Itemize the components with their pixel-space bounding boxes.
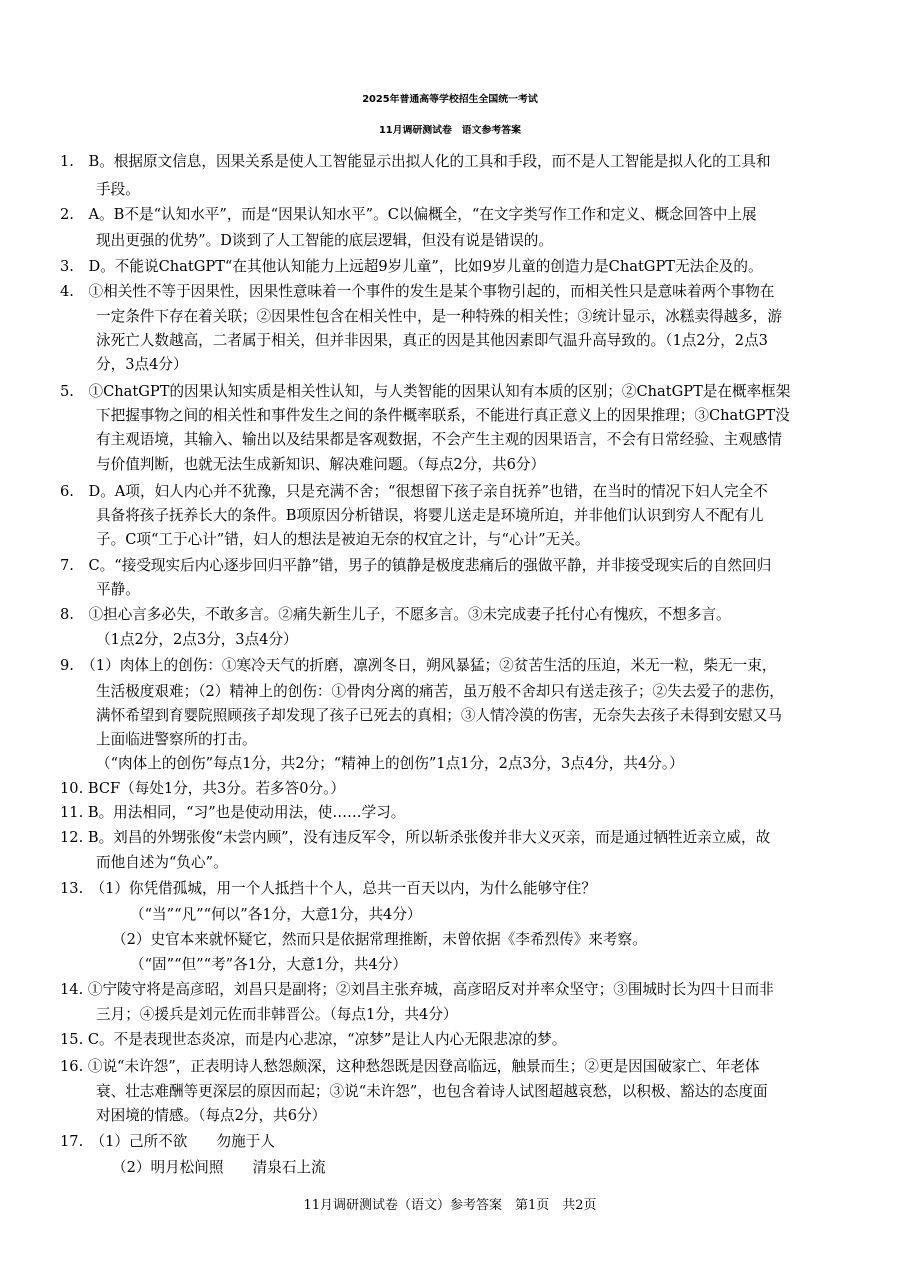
answer-line: （1点2分，2点3分，3点4分） bbox=[96, 631, 298, 648]
answer-line: 上面临进警察所的打击。 bbox=[96, 731, 257, 748]
answer-line: 5. ①ChatGPT的因果认知实质是相关性认知，与人类智能的因果认知有本质的区别；②ChatGPT是在概率框架 bbox=[60, 383, 791, 400]
answer-line: （2）史官本来就怀疑它，然而只是依据常理推断，未曾依据《李希烈传》来考察。 bbox=[112, 931, 647, 948]
answer-line: 三月；④援兵是刘元佐而非韩晋公。（每点1分，共4分） bbox=[96, 1006, 458, 1023]
answer-line: 11. B。用法相同，“习”也是使动用法，使……学习。 bbox=[60, 804, 406, 821]
answer-line: 与价值判断，也就无法生成新知识、解决难问题。（每点2分，共6分） bbox=[96, 456, 546, 473]
answer-line: 3. D。不能说ChatGPT“在其他认知能力上远超9岁儿童”，比如9岁儿童的创造力是ChatGPT无法企及的。 bbox=[60, 258, 763, 275]
answer-line: 泳死亡人数越高，二者属于相关，但并非因果，真正的因是其他因素即气温升高导致的。（1点2分，2点3 bbox=[96, 332, 768, 349]
answer-line: 2. A。B不是“认知水平”，而是“因果认知水平”。C以偏概全，“在文字类写作工作和定义、概念回答中上展 bbox=[60, 206, 757, 223]
answer-line: 12. B。刘昌的外甥张俊“未尝内顾”，没有违反军令，所以斩杀张俊并非大义灭亲，而是通过牺牲近亲立威，故 bbox=[60, 829, 771, 846]
answer-line: （“肉体上的创伤”每点1分，共2分；“精神上的创伤”1点1分，2点3分，3点4分，共4分。） bbox=[96, 755, 684, 772]
answer-line: 1. B。根据原文信息，因果关系是使人工智能显示出拟人化的工具和手段，而不是人工智能是拟人化的工具和 bbox=[60, 153, 771, 170]
answer-line: 17. （1）己所不欲 勿施于人 bbox=[60, 1133, 275, 1150]
answer-line: 4. ①相关性不等于因果性，因果性意味着一个事件的发生是某个事物引起的，而相关性只是意味着两个事物在 bbox=[60, 283, 775, 300]
page-footer: 11月调研测试卷（语文）参考答案 第1页 共2页 bbox=[303, 1198, 597, 1213]
answer-line: 下把握事物之间的相关性和事件发生之间的条件概率联系，不能进行真正意义上的因果推理；③ChatGPT没 bbox=[96, 407, 790, 424]
answer-line: 13. （1）你凭借孤城，用一个人抵挡十个人，总共一百天以内，为什么能够守住？ bbox=[60, 880, 596, 897]
answer-line: 15. C。不是表现世态炎凉，而是内心悲凉，“凉梦”是让人内心无限悲凉的梦。 bbox=[60, 1031, 567, 1048]
exam-subtitle: 11月调研测试卷 语文参考答案 bbox=[378, 125, 522, 136]
answer-line: 满怀希望到育婴院照顾孩子却发现了孩子已死去的真相；③人情冷漠的伤害，无奈失去孩子未得到安慰又马 bbox=[96, 707, 782, 724]
answer-line: 有主观语境，其输入、输出以及结果都是客观数据，不会产生主观的因果语言，不会有日常经验、主观感情 bbox=[96, 431, 782, 448]
answer-line: 而他自述为“负心”。 bbox=[96, 854, 228, 871]
answer-line: 现出更强的优势”。D谈到了人工智能的底层逻辑，但没有说是错误的。 bbox=[96, 232, 553, 249]
answer-line: 16. ①说“未许怨”，正表明诗人愁怨颇深，这种愁怨既是因登高临远，触景而生；②更是因国破家亡、年老体 bbox=[60, 1058, 760, 1075]
answer-line: （2）明月松间照 清泉石上流 bbox=[112, 1159, 326, 1176]
answer-line: 手段。 bbox=[96, 181, 140, 198]
answer-line: 生活极度艰难；（2）精神上的创伤：①骨肉分离的痛苦，虽万般不舍却只有送走孩子；②失去爱子的悲伤， bbox=[96, 683, 784, 700]
exam-title: 2025年普通高等学校招生全国统一考试 bbox=[362, 94, 538, 105]
answer-line: 子。C项“工于心计”错，妇人的想法是被迫无奈的权宜之计，与“心计”无关。 bbox=[96, 531, 590, 548]
answer-line: 9. （1）肉体上的创伤：①寒冷天气的折磨，凛冽冬日，朔风暴猛；②贫苦生活的压迫，米无一粒，柴无一束， bbox=[60, 657, 777, 674]
answer-line: 对困境的情感。（每点2分，共6分） bbox=[96, 1107, 327, 1124]
answer-line: 具备将孩子抚养长大的条件。B项原因分析错误，将婴儿送走是环境所迫，并非他们认识到穷人不配有儿 bbox=[96, 507, 764, 524]
answer-line: 6. D。A项，妇人内心并不犹豫，只是充满不舍；“很想留下孩子亲自抚养”也错，在当时的情况下妇人完全不 bbox=[60, 483, 768, 500]
answer-line: 平静。 bbox=[96, 581, 140, 598]
answer-line: 10. BCF（每处1分，共3分。若多答0分。） bbox=[60, 780, 346, 797]
answer-line: 一定条件下存在着关联；②因果性包含在相关性中，是一种特殊的相关性；③统计显示，冰糕卖得越多，游 bbox=[96, 308, 782, 325]
answer-line: 8. ①担心言多必失，不敢多言。②痛失新生儿子，不愿多言。③未完成妻子托付心有愧疚，不想多言。 bbox=[60, 606, 731, 623]
answer-line: 衰、壮志难酬等更深层的原因而起；③说“未许怨”，也包含着诗人试图超越哀愁，以积极、豁达的态度面 bbox=[96, 1083, 768, 1100]
answer-line: 14. ①宁陵守将是高彦昭，刘昌只是副将；②刘昌主张弃城，高彦昭反对并率众坚守；③围城时长为四十日而非 bbox=[60, 981, 774, 998]
answer-line: （“固”“但”“考”各1分，大意1分，共4分） bbox=[130, 956, 407, 973]
answer-line: （“当”“凡”“何以”各1分，大意1分，共4分） bbox=[130, 906, 422, 923]
answer-line: 7. C。“接受现实后内心逐步回归平静”错，男子的镇静是极度悲痛后的强做平静，并非接受现实后的自然回归 bbox=[60, 557, 772, 574]
answer-line: 分，3点4分） bbox=[96, 356, 188, 373]
